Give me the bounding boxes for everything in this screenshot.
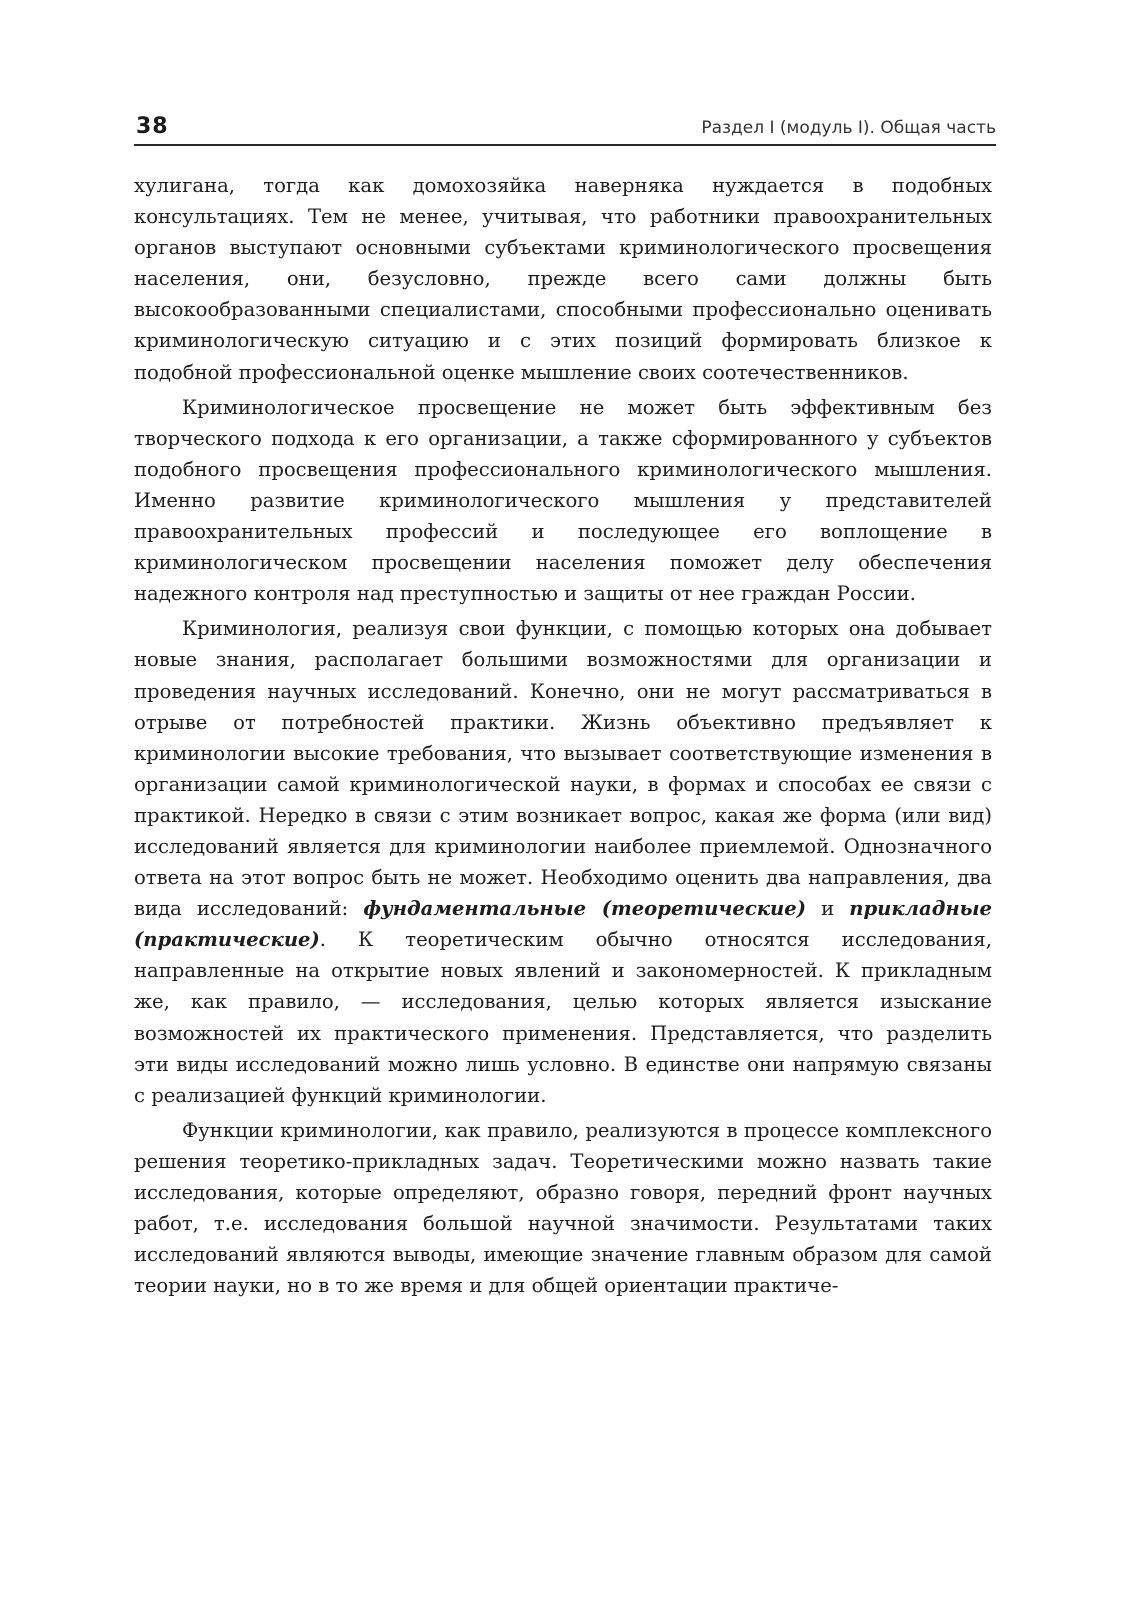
paragraph-3 [134, 613, 992, 1111]
paragraph-3-conjunction: и [821, 897, 835, 921]
running-head: Раздел I (модуль I). Общая часть [701, 118, 996, 138]
body-text [134, 170, 992, 1305]
page-header [134, 110, 996, 146]
page-number: 38 [136, 114, 169, 139]
term-applied: прикладные (практические) [134, 897, 993, 952]
paragraph-3-text-a: Криминология, реализуя свои функции, с помощью которых она добывает новые знания, располагает большими возможностями для организации и проведения научных исследований. Конечно, они не могут рассматриваться в отрыве от потребностей практики. Жизнь объективно предъявляет к криминологии высокие требования, что вызывает соответствующие изменения в организации самой криминологической науки, в формах и способах ее связи с практикой. Нередко в связи с этим возникает вопрос, какая же форма (или вид) исследований является для криминологии наиболее приемлемой. Однозначного ответа на этот вопрос быть не может. Необходимо оценить два направления, два вида исследований: [134, 617, 992, 921]
paragraph-1: хулигана, тогда как домохозяйка наверняка нуждается в подобных консультациях. Тем не менее, учитывая, что работники правоохранительных органов выступают основными субъектами криминологического просвещения населения, они, безусловно, прежде всего сами должны быть высокообразованными специалистами, способными профессионально оценивать криминологическую ситуацию и с этих позиций формировать близкое к подобной профессиональной оценке мышление своих соотечественников. [134, 174, 992, 384]
paragraph-2: Криминологическое просвещение не может быть эффективным без творческого подхода к его организации, а также сформированного у субъектов подобного просвещения профессионального криминологического мышления. Именно развитие криминологического мышления у представителей правоохранительных профессий и последующее его воплощение в криминологическом просвещении населения поможет делу обеспечения надежного контроля над преступностью и защиты от нее граждан России. [134, 395, 992, 606]
paragraph-3-text-b: . К теоретическим обычно относятся исследования, направленные на открытие новых явлений и закономерностей. К прикладным же, как правило, — исследования, целью которых является изыскание возможностей их практического применения. Представляется, что разделить эти виды исследований можно лишь условно. В единстве они напрямую связаны с реализацией функций криминологии. [134, 928, 992, 1107]
paragraph-4: Функции криминологии, как правило, реализуются в процессе комплексного решения теоретико-прикладных задач. Теоретическими можно назвать такие исследования, которые определяют, образно говоря, передний фронт научных работ, т.е. исследования большой научной значимости. Результатами таких исследований являются выводы, имеющие значение главным образом для самой теории науки, но в то же время и для общей ориентации практиче- [134, 1118, 992, 1298]
term-fundamental: фундаментальные (теоретические) [363, 897, 807, 921]
